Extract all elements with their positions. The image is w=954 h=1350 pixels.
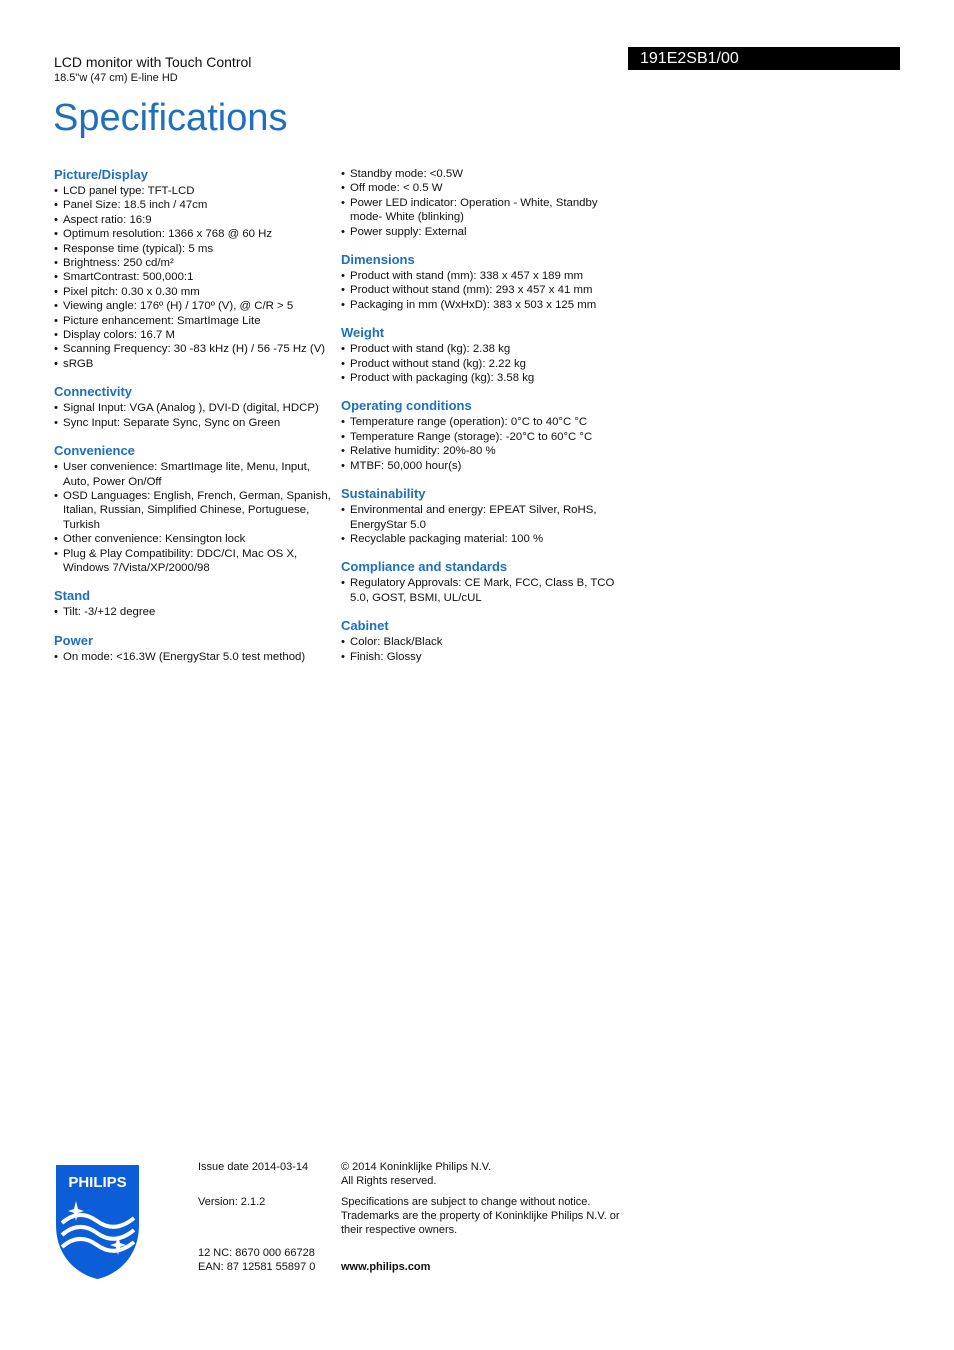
section-weight (341, 325, 621, 385)
section-title: Sustainability (341, 486, 426, 502)
section-title: Dimensions (341, 252, 415, 268)
spec-item: • OSD Languages: English, French, German, Spanish, Italian, Russian, Simplified Chinese, Portuguese, Turkish (54, 489, 334, 532)
spec-item: • Pixel pitch: 0.30 x 0.30 mm (54, 285, 334, 299)
spec-item: • Temperature Range (storage): -20°C to 60°C °C (341, 430, 621, 444)
right-sections (341, 252, 621, 664)
section-title: Weight (341, 325, 385, 341)
section-stand (54, 588, 334, 619)
spec-list (54, 401, 334, 430)
spec-item: • Panel Size: 18.5 inch / 47cm (54, 198, 334, 212)
spec-list (54, 650, 334, 664)
website-link[interactable]: www.philips.com (341, 1261, 431, 1273)
copyright-line: © 2014 Koninklijke Philips N.V. (341, 1161, 492, 1173)
spec-list (341, 269, 621, 312)
ean-code: EAN: 87 12581 55897 0 (198, 1261, 316, 1274)
spec-item: • Plug & Play Compatibility: DDC/CI, Mac OS X, Windows 7/Vista/XP/2000/98 (54, 547, 334, 576)
spec-item: • Optimum resolution: 1366 x 768 @ 60 Hz (54, 227, 334, 241)
spec-item: • Product without stand (kg): 2.22 kg (341, 357, 621, 371)
section-operating-conditions (341, 398, 621, 473)
section-convenience (54, 443, 334, 575)
spec-item: • Product with stand (kg): 2.38 kg (341, 342, 621, 356)
spec-item: • Product with stand (mm): 338 x 457 x 189 mm (341, 269, 621, 283)
spec-item: • Environmental and energy: EPEAT Silver, RoHS, EnergyStar 5.0 (341, 503, 621, 532)
spec-item: • Aspect ratio: 16:9 (54, 213, 334, 227)
spec-item: • On mode: <16.3W (EnergyStar 5.0 test method) (54, 650, 334, 664)
nc-code: 12 NC: 8670 000 66728 (198, 1247, 315, 1259)
product-line: LCD monitor with Touch Control (54, 54, 252, 70)
version: Version: 2.1.2 (198, 1196, 266, 1208)
spec-item: • Scanning Frequency: 30 -83 kHz (H) / 56 -75 Hz (V) (54, 342, 334, 356)
spec-item: • Recyclable packaging material: 100 % (341, 532, 621, 546)
rights-line: All Rights reserved. (341, 1175, 437, 1188)
spec-item: • LCD panel type: TFT-LCD (54, 184, 334, 198)
section-dimensions (341, 252, 621, 312)
section-title: Stand (54, 588, 91, 604)
spec-item: • Packaging in mm (WxHxD): 383 x 503 x 125 mm (341, 298, 621, 312)
model-number: 191E2SB1/00 (628, 47, 900, 70)
spec-list (341, 635, 621, 664)
spec-item: • Sync Input: Separate Sync, Sync on Green (54, 416, 334, 430)
section-cabinet (341, 618, 621, 664)
logo-text: PHILIPS (68, 1174, 127, 1191)
section-title: Cabinet (341, 618, 389, 634)
spec-item: • Power supply: External (341, 225, 621, 239)
spec-item: • MTBF: 50,000 hour(s) (341, 459, 621, 473)
spec-item: • SmartContrast: 500,000:1 (54, 270, 334, 284)
spec-item: • Brightness: 250 cd/m² (54, 256, 334, 270)
philips-logo-icon (54, 1163, 141, 1280)
section-title: Compliance and standards (341, 559, 508, 575)
section-title: Operating conditions (341, 398, 472, 414)
section-title: Power (54, 632, 94, 648)
spec-item: • Relative humidity: 20%-80 % (341, 444, 621, 458)
power-continued-list (341, 167, 621, 239)
spec-list (341, 576, 621, 605)
spec-item: • sRGB (54, 357, 334, 371)
section-power (54, 633, 334, 664)
spec-item: • Response time (typical): 5 ms (54, 242, 334, 256)
spec-item: • Power LED indicator: Operation - White, Standby mode- White (blinking) (341, 196, 621, 225)
spec-item: • Viewing angle: 176º (H) / 170º (V), @ C/R > 5 (54, 299, 334, 313)
spec-item: • Color: Black/Black (341, 635, 621, 649)
spec-item: • Tilt: -3/+12 degree (54, 605, 334, 619)
product-subtitle: 18.5"w (47 cm) E-line HD (54, 72, 178, 84)
spec-item: • Off mode: < 0.5 W (341, 181, 621, 195)
section-sustainability (341, 486, 621, 546)
spec-list (341, 503, 621, 546)
issue-date: Issue date 2014-03-14 (198, 1161, 309, 1173)
spec-item: • Signal Input: VGA (Analog ), DVI-D (digital, HDCP) (54, 401, 334, 415)
section-connectivity (54, 384, 334, 430)
product-codes (198, 1246, 315, 1274)
section-title: Convenience (54, 443, 135, 459)
left-column (54, 167, 334, 677)
spec-list (54, 184, 334, 371)
header (54, 54, 251, 85)
section-picture-display (54, 167, 334, 371)
power-continued (341, 167, 621, 239)
spec-list (54, 460, 334, 575)
spec-item: • Display colors: 16.7 M (54, 328, 334, 342)
spec-item: • Standby mode: <0.5W (341, 167, 621, 181)
spec-item: • Product with packaging (kg): 3.58 kg (341, 371, 621, 385)
section-compliance-and-standards (341, 559, 621, 605)
spec-item: • User convenience: SmartImage lite, Menu, Input, Auto, Power On/Off (54, 460, 334, 489)
section-title: Picture/Display (54, 167, 148, 182)
spec-list (54, 605, 334, 619)
spec-item: • Regulatory Approvals: CE Mark, FCC, Class B, TCO 5.0, GOST, BSMI, UL/cUL (341, 576, 621, 605)
spec-item: • Product without stand (mm): 293 x 457 x 41 mm (341, 283, 621, 297)
copyright (341, 1160, 491, 1188)
spec-item: • Picture enhancement: SmartImage Lite (54, 314, 334, 328)
spec-notice: Specifications are subject to change without notice. Trademarks are the property of Koninklijke Philips N.V. or their respective owners. (341, 1196, 620, 1237)
spec-list (341, 342, 621, 385)
spec-item: • Finish: Glossy (341, 650, 621, 664)
spec-item: • Temperature range (operation): 0°C to 40°C °C (341, 415, 621, 429)
right-column (341, 167, 621, 677)
spec-item: • Other convenience: Kensington lock (54, 532, 334, 546)
page-title: Specifications (53, 97, 288, 139)
section-title: Connectivity (54, 384, 133, 400)
spec-list (341, 415, 621, 473)
